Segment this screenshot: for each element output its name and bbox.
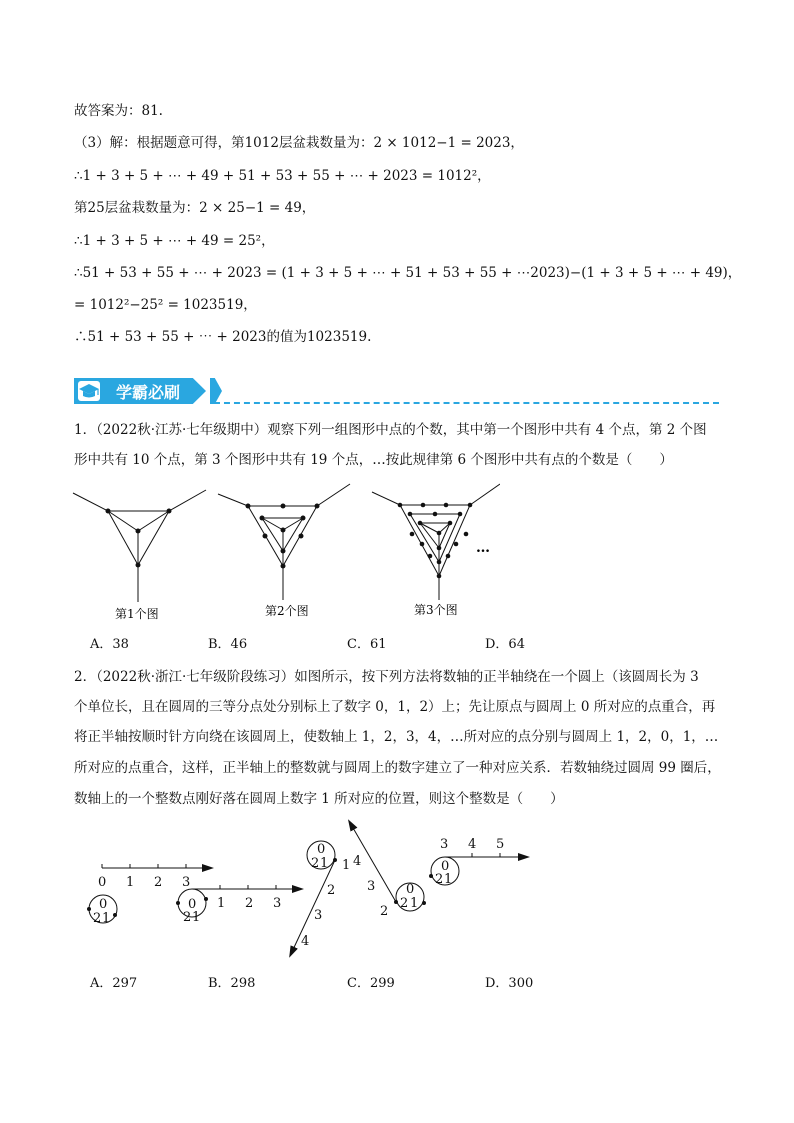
q2-text-line3: 将正半轴按顺时针方向绕在该圆周上，使数轴上 1，2，3，4，…所对应的点分别与圆周上 1，2，0，1，… — [74, 729, 719, 745]
banner-dashed-line — [214, 402, 719, 404]
svg-text:0: 0 — [406, 882, 415, 897]
svg-text:2: 2 — [183, 910, 192, 925]
figure-2 — [218, 484, 350, 600]
svg-text:1: 1 — [444, 872, 453, 887]
q1-option-c[interactable]: C．61 — [347, 637, 387, 652]
equation-2: ∴1 + 3 + 5 + ⋯ + 49 = 25²， — [74, 233, 275, 249]
q2-text-line1: 2．（2022秋·浙江·七年级阶段练习）如图所示，按下列方法将数轴的正半轴绕在一个圆上（该圆周长为 3 — [74, 669, 699, 685]
q1-figures — [70, 478, 500, 628]
svg-text:3: 3 — [440, 837, 449, 852]
svg-text:4: 4 — [353, 854, 362, 869]
q1-option-a[interactable]: A．38 — [90, 637, 129, 652]
svg-text:0: 0 — [188, 897, 197, 912]
svg-text:2: 2 — [154, 875, 163, 890]
svg-text:3: 3 — [182, 875, 191, 890]
q1-option-d[interactable]: D．64 — [485, 637, 525, 652]
svg-text:3: 3 — [273, 896, 282, 911]
svg-text:2: 2 — [245, 896, 254, 911]
q2-text-line4: 所对应的点重合，这样，正半轴上的整数就与圆周上的数字建立了一种对应关系．若数轴绕过圆周 99 圈后， — [74, 760, 721, 776]
svg-text:1: 1 — [320, 856, 329, 871]
svg-text:2: 2 — [93, 911, 102, 926]
q2-option-c[interactable]: C．299 — [347, 976, 395, 991]
q2-option-a[interactable]: A．297 — [90, 976, 138, 991]
svg-text:5: 5 — [496, 837, 505, 852]
svg-text:1: 1 — [217, 896, 226, 911]
graduation-cap-icon — [78, 381, 100, 401]
svg-text:2: 2 — [435, 872, 444, 887]
layer25-line: 第25层盆栽数量为：2 × 25−1 = 49， — [74, 200, 316, 216]
q2-figures — [80, 818, 540, 968]
svg-text:0: 0 — [441, 859, 450, 874]
banner-chevron — [210, 378, 222, 404]
equation-3: ∴51 + 53 + 55 + ⋯ + 2023 = (1 + 3 + 5 + ⋯ + 51 + 53 + 55 + ⋯2023)−(1 + 3 + 5 + ⋯ + 49)， — [74, 265, 742, 281]
figure-3-dots — [398, 503, 473, 579]
part3-intro: （3）解：根据题意可得，第1012层盆栽数量为：2 × 1012−1 = 2023， — [74, 135, 524, 151]
fig1-label: 第1个图 — [115, 607, 159, 621]
q2-option-b[interactable]: B．298 — [208, 976, 256, 991]
equation-4: = 1012²−25² = 1023519， — [74, 297, 257, 313]
svg-text:1: 1 — [410, 896, 419, 911]
equation-1: ∴1 + 3 + 5 + ⋯ + 49 + 51 + 53 + 55 + ⋯ + 2023 = 1012²， — [74, 168, 491, 184]
conclusion-line: ∴51 + 53 + 55 + ⋯ + 2023的值为1023519. — [74, 329, 372, 345]
svg-text:4: 4 — [301, 934, 310, 949]
svg-text:3: 3 — [367, 879, 376, 894]
q1-text-line1: 1．（2022秋·江苏·七年级期中）观察下列一组图形中点的个数，其中第一个图形中共有 4 个点，第 2 个图 — [74, 422, 707, 438]
fig2-label: 第2个图 — [265, 604, 309, 618]
q1-text-line2: 形中共有 10 个点，第 3 个图形中共有 19 个点，…按此规律第 6 个图形中共有点的个数是（ ） — [74, 452, 673, 468]
answer-line: 故答案为：81. — [74, 103, 163, 119]
svg-text:1: 1 — [342, 858, 351, 873]
q2-option-d[interactable]: D．300 — [485, 976, 534, 991]
svg-text:2: 2 — [380, 904, 389, 919]
svg-text:3: 3 — [314, 908, 323, 923]
svg-text:1: 1 — [102, 911, 111, 926]
svg-text:1: 1 — [126, 875, 135, 890]
svg-text:0: 0 — [99, 897, 108, 912]
svg-text:2: 2 — [400, 896, 409, 911]
svg-text:0: 0 — [317, 842, 326, 857]
q1-option-b[interactable]: B．46 — [208, 637, 248, 652]
section-banner — [74, 376, 720, 406]
fig3-label: 第3个图 — [414, 603, 458, 617]
svg-text:2: 2 — [327, 883, 336, 898]
section-title: 学霸必刷 — [116, 383, 181, 402]
svg-text:4: 4 — [468, 837, 477, 852]
svg-text:0: 0 — [98, 875, 107, 890]
q2-text-line2: 个单位长，且在圆周的三等分点处分别标上了数字 0，1，2）上；先让原点与圆周上 0 所对应的点重合，再 — [74, 699, 716, 715]
fig-ellipsis: … — [476, 540, 490, 556]
svg-text:2: 2 — [311, 856, 320, 871]
svg-text:1: 1 — [192, 910, 201, 925]
figure-1 — [73, 490, 206, 602]
q2-text-line5: 数轴上的一个整数点刚好落在圆周上数字 1 所对应的位置，则这个整数是（ ） — [74, 791, 564, 807]
